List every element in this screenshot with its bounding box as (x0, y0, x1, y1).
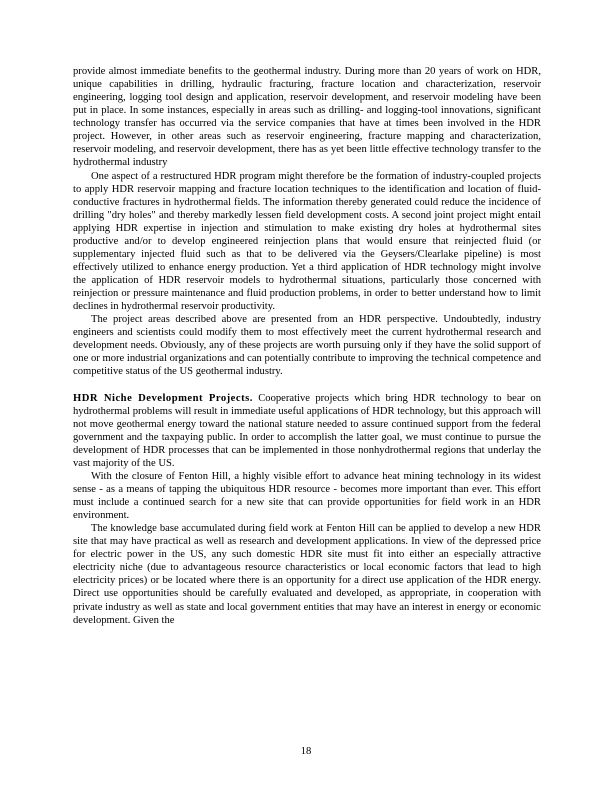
body-paragraph: provide almost immediate benefits to the geothermal industry. During more than 20 years of work on HDR, unique capabilities in drilling, hydraulic fracturing, fracture location and characterization, reservoir engineering, logging tool design and application, reservoir development, and reservoir modeling have been put in place. In some instances, especially in areas such as drilling- and logging-tool innovations, significant technology transfer has occurred via the service companies that have at times been involved in the HDR project. However, in other areas such as reservoir engineering, fracture mapping and characterization, reservoir modeling, and reservoir development, there has as yet been little effective technology transfer to the hydrothermal industry (73, 66, 541, 169)
document-page (73, 65, 541, 627)
section-intro-text: Cooperative projects which bring HDR technology to bear on hydrothermal problems will result in immediate useful applications of HDR technology, but this approach will not move geothermal energy toward the national stature needed to assure continued support from the federal government and the taxpaying public. In order to accomplish the latter goal, we must continue to pursue the development of HDR processes that can be implemented in those nonhydrothermal regions that underlay the vast majority of the US. (73, 392, 541, 469)
body-paragraph: The project areas described above are presented from an HDR perspective. Undoubtedly, industry engineers and scientists could modify them to most effectively meet the current hydrothermal research and development needs. Obviously, any of these projects are worth pursuing only if they have the solid support of one or more industrial organizations and can potentially contribute to improving the technical competence and competitive status of the US geothermal industry. (73, 314, 541, 378)
section-heading: HDR Niche Development Projects. (73, 392, 253, 404)
section-paragraph (73, 392, 541, 470)
paragraph-gap (73, 379, 541, 392)
body-paragraph: With the closure of Fenton Hill, a highly visible effort to advance heat mining technology in its widest sense - as a means of tapping the ubiquitous HDR resource - becomes more important than ever. This effort must include a continued search for a new site that can provide opportunities for field work in an HDR environment. (73, 470, 541, 522)
body-paragraph: The knowledge base accumulated during field work at Fenton Hill can be applied to develop a new HDR site that may have practical as well as research and development applications. In view of the depressed price for electric power in the US, any such domestic HDR site must fit into either an especially attractive electricity niche (due to advantageous resource characteristics or local economic factors that lead to high electricity prices) or be located where there is an opportunity for a direct use application of the HDR energy. Direct use opportunities should be carefully evaluated and developed, as appropriate, in cooperation with private industry as well as state and local government entities that may have an interest in energy or economic development. Given the (73, 523, 541, 626)
body-paragraph: One aspect of a restructured HDR program might therefore be the formation of industry-coupled projects to apply HDR reservoir mapping and fracture location techniques to the identification and location of fluid-conductive fractures in hydrothermal fields. The information thereby generated could reduce the incidence of drilling "dry holes" and thereby markedly lessen field development costs. A second joint project might entail applying HDR expertise in injection and stimulation to make existing dry holes at hydrothermal sites productive and/or to develop engineered reinjection plans that would ensure that reinjected fluid (or supplementary injected fluid such as that to be delivered via the Geysers/Clearlake pipeline) is most effectively utilized to enhance energy production. Yet a third application of HDR technology might involve the application of HDR reservoir models to hydrothermal situations, particularly those concerned with reinjection or pressure maintenance and fluid production problems, in order to better understand how to limit declines in hydrothermal reservoir productivity. (73, 170, 541, 313)
page-number: 18 (300, 746, 312, 757)
